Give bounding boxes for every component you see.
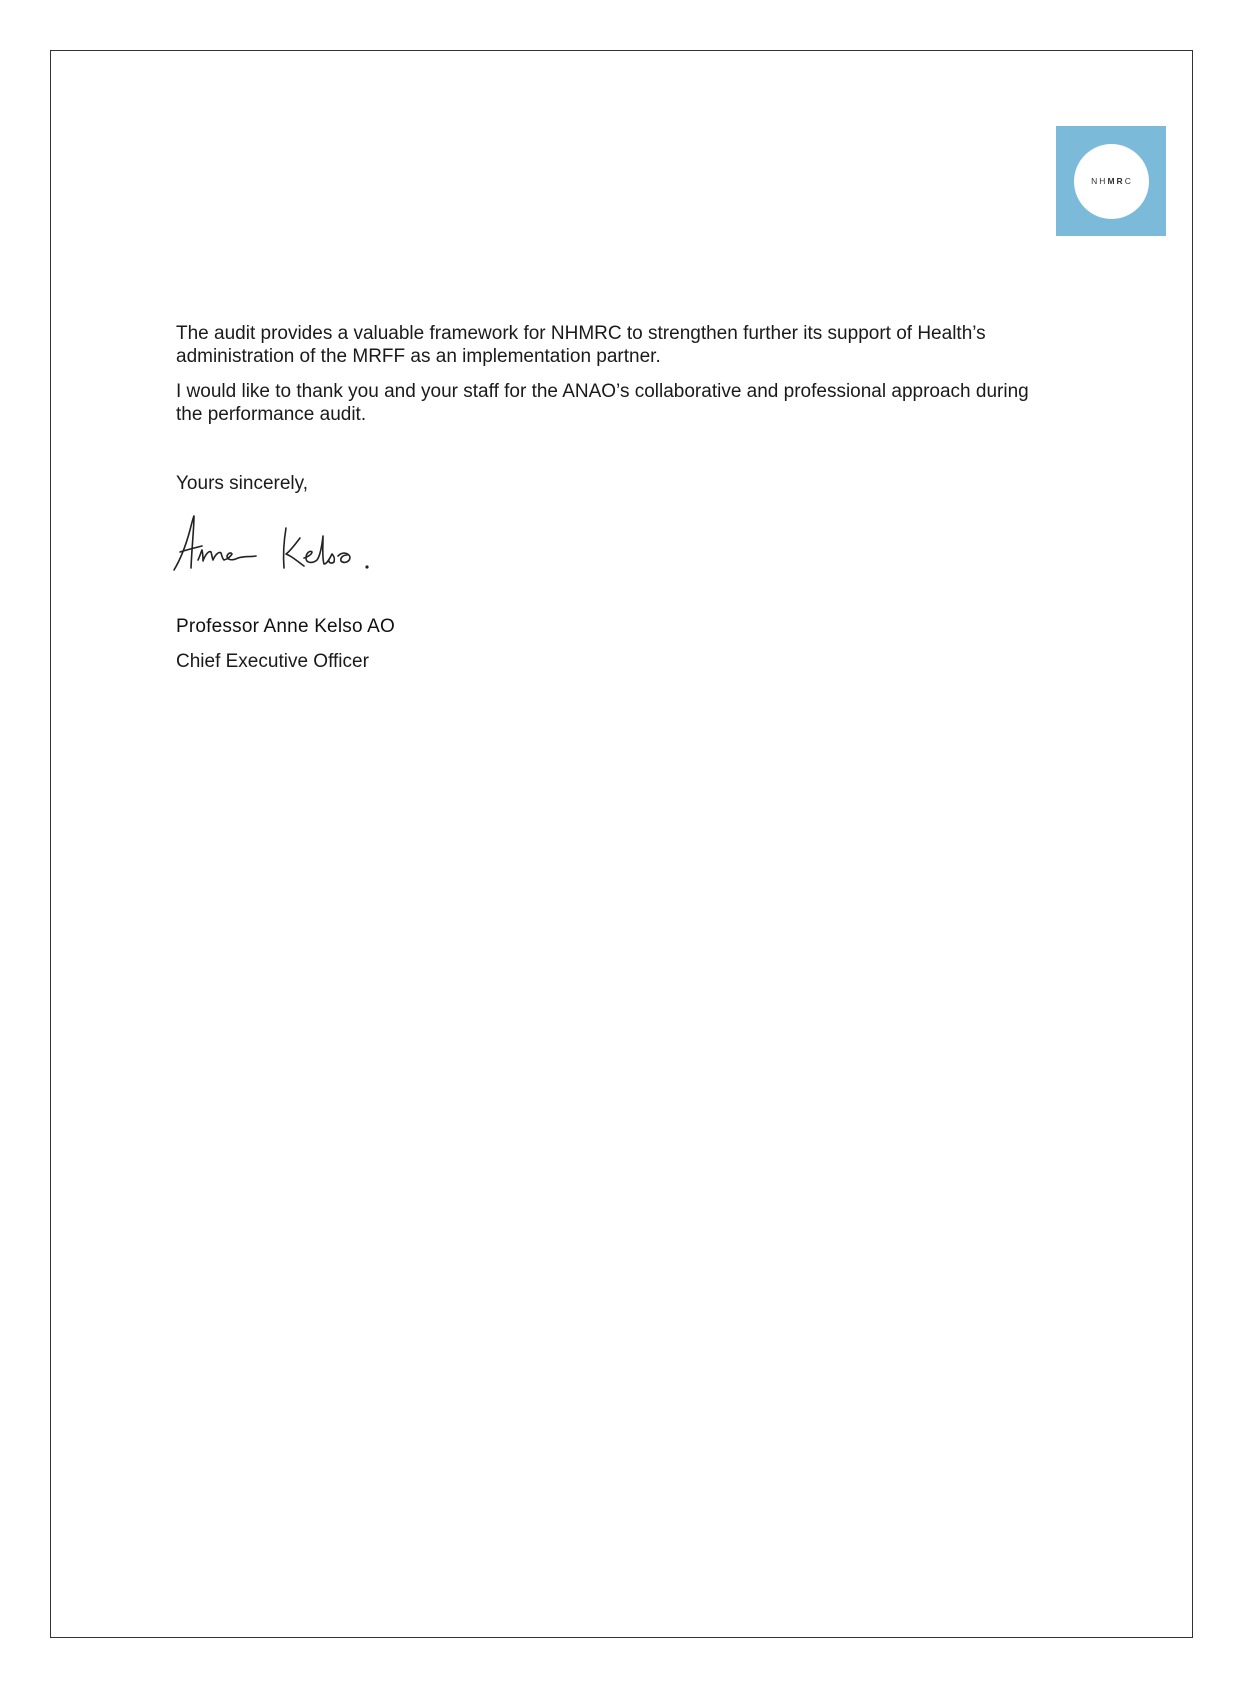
nhmrc-logo [1056, 126, 1166, 236]
signature-image [172, 510, 392, 580]
logo-text-part-1: NH [1091, 176, 1108, 186]
paragraph-1: The audit provides a valuable framework for NHMRC to strengthen further its support of Health’s administration of the MRFF as an implementation partner. [176, 323, 986, 367]
closing-salutation: Yours sincerely, [176, 473, 309, 494]
logo-text-part-2: C [1124, 176, 1133, 186]
logo-text [1089, 176, 1133, 186]
signer-name: Professor Anne Kelso AO [176, 616, 395, 637]
paragraph-2: I would like to thank you and your staff for the ANAO’s collaborative and professional approach during the performance audit. [176, 381, 1029, 425]
logo-text-part-bold: MR [1107, 176, 1125, 186]
signer-title: Chief Executive Officer [176, 651, 369, 672]
page-frame [50, 50, 1193, 1638]
logo-circle [1074, 144, 1149, 219]
